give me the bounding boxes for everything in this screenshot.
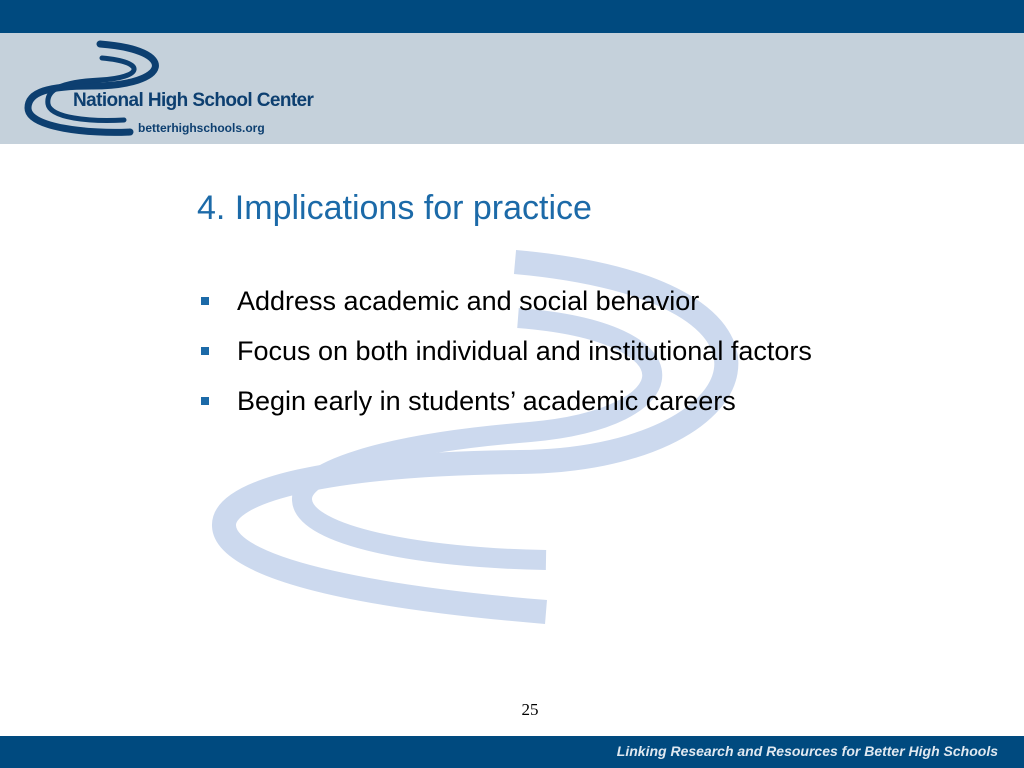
bullet-text: Address academic and social behavior (237, 286, 700, 316)
logo-name: National High School Center (73, 90, 314, 111)
slide-title: 4. Implications for practice (197, 189, 592, 227)
bullet-item (200, 333, 900, 369)
footer-tagline: Linking Research and Resources for Better High Schools (616, 743, 998, 759)
page-number: 25 (521, 700, 539, 719)
bullet-text: Begin early in students’ academic careers (237, 386, 736, 416)
bullet-item (200, 283, 900, 319)
footer-bar (0, 736, 1024, 768)
square-bullet-icon (201, 297, 209, 305)
bullet-text: Focus on both individual and institutional factors (237, 336, 812, 366)
square-bullet-icon (201, 397, 209, 405)
bullet-list (200, 283, 900, 433)
square-bullet-icon (201, 347, 209, 355)
logo-url: betterhighschools.org (138, 121, 265, 135)
bullet-item (200, 383, 900, 419)
